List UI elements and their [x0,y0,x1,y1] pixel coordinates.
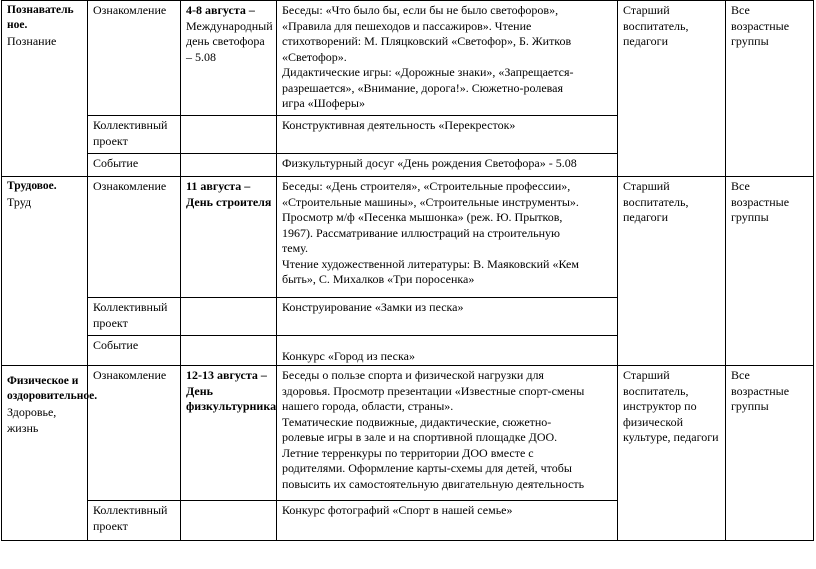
form-cell: Ознакомление [88,177,181,298]
form-cell: Ознакомление [88,366,181,501]
content-line: Дидактические игры: «Дорожные знаки», «Запрещается- [282,65,574,79]
area-cell [2,366,98,541]
content-cell: Физкультурный досуг «День рождения Светофора» - 5.08 [277,154,618,177]
content-cell: Конструктивная деятельность «Перекресток» [277,116,618,154]
content-line: стихотворений: М. Пляцковский «Светофор», Б. Житков [282,34,572,48]
content-line: родителями. Оформление карты-схемы для детей, чтобы [282,461,572,475]
area-subtitle: Здоровье, жизнь [7,405,57,435]
date-cell [181,501,277,541]
content-line: Чтение художественной литературы: В. Маяковский «Кем [282,256,579,271]
form-cell: Событие [88,336,181,366]
area-title: Познаватель ное. [7,4,74,31]
content-line: здоровья. Просмотр презентации «Известные спорт-смены [282,383,585,398]
content-line: Беседы: «День строителя», «Строительные профессии», [282,179,571,193]
date-cell [181,154,277,177]
date-cell [181,298,277,336]
date-title: 11 августа – День строителя [186,179,272,209]
content-line: быть», С. Михалков «Три поросенка» [282,272,475,286]
content-line: ролевые игры в зале и на спортивной площадке ДОО. [282,430,558,444]
content-line: повысить их самостоятельную двигательную деятельность [282,476,585,491]
content-cell [277,366,618,501]
content-line: игра «Шоферы» [282,96,365,110]
content-line: Просмотр м/ф «Песенка мышонка» (реж. Ю. Прытков, [282,210,563,224]
area-cell [2,1,88,177]
content-cell: Конструирование «Замки из песка» [277,298,618,336]
content-line: Тематические подвижные, дидактические, сюжетно- [282,414,552,429]
responsible-cell: Старший воспитатель, педагоги [618,1,726,177]
content-cell [277,1,618,116]
table-row [2,366,814,501]
responsible-cell: Старший воспитатель, инструктор по физической культуре, педагоги [618,366,726,541]
content-cell [277,177,618,298]
activity-plan-table [1,0,814,541]
area-cell [2,177,88,366]
form-cell: Событие [88,154,181,177]
date-cell [181,116,277,154]
date-title: 4-8 августа – [186,3,255,17]
date-cell [181,177,277,298]
content-cell: Конкурс «Город из песка» [277,336,618,366]
form-cell: Коллективный проект [88,116,181,154]
form-cell: Коллективный проект [88,298,181,336]
date-cell [181,366,277,501]
group-cell: Все возрастные группы [726,1,814,177]
date-cell [181,1,277,116]
content-line: «Строительные машины», «Строительные инструменты». [282,194,579,209]
content-line: 1967). Рассматривание иллюстраций на строительную [282,225,560,240]
form-cell: Ознакомление [88,1,181,116]
content-line: нашего города, области, страны». [282,399,454,413]
content-line: разрешается», «Внимание, дорога!». Сюжетно-ролевая [282,80,564,95]
table-row [2,177,814,298]
date-title: 12-13 августа – День физкультурника [186,368,277,413]
date-description: Международный день светофора – 5.08 [186,18,273,64]
content-line: Беседы: «Что было бы, если бы не было светофоров», [282,3,559,17]
form-cell: Коллективный проект [88,501,181,541]
area-title: Физическое и оздоровительное. [7,375,98,402]
content-cell: Конкурс фотографий «Спорт в нашей семье» [277,501,618,541]
responsible-cell: Старший воспитатель, педагоги [618,177,726,366]
area-subtitle: Труд [7,195,32,209]
table-row [2,1,814,116]
content-line: тему. [282,241,308,255]
group-cell: Все возрастные группы [726,366,814,541]
content-line: Летние терренкуры по территории ДОО вместе с [282,445,534,460]
area-subtitle: Познание [7,34,57,48]
content-line: Беседы о пользе спорта и физической нагрузки для [282,368,544,382]
area-title: Трудовое. [7,180,57,192]
content-line: «Правила для пешеходов и пассажиров». Чтение [282,18,532,33]
group-cell: Все возрастные группы [726,177,814,366]
content-line: «Светофор». [282,49,347,64]
date-cell [181,336,277,366]
